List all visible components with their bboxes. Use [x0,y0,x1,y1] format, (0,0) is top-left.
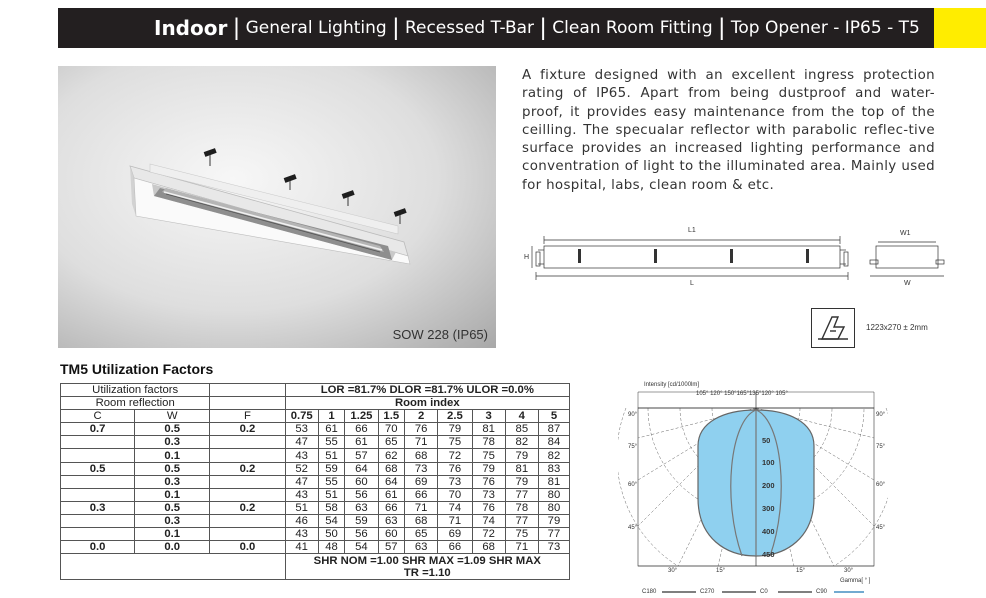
polar-value: 50 [762,436,771,445]
polar-gamma-label: Gamma[ ° ] [840,578,871,584]
uf-value: 62 [378,449,405,462]
uf-value: 52 [285,462,318,475]
label-room-index: Room index [285,397,569,410]
separator: | [718,14,725,41]
uf-value: 66 [345,423,378,436]
uf-value: 72 [472,528,505,541]
dim-l1-label: L1 [688,227,696,234]
dimension-size: 1223x270 ± 2mm [866,323,928,332]
category-header [58,8,934,48]
dim-w-label: W [904,280,911,287]
polar-right-angle: 75° [876,444,886,450]
uf-value: 66 [378,501,405,514]
reflection-w: 0.3 [135,475,210,488]
table-row [61,541,570,554]
reflection-c [61,475,135,488]
reflection-f: 0.2 [210,423,285,436]
breadcrumb-clean-room[interactable]: Clean Room Fitting [552,18,713,38]
label-uf: Utilization factors [61,384,210,397]
uf-value: 76 [472,475,505,488]
polar-bottom-angle: 15° [716,568,726,574]
col-header-w: W [135,410,210,423]
uf-value: 78 [505,501,538,514]
uf-value: 79 [505,449,538,462]
reflection-w: 0.1 [135,488,210,501]
uf-value: 87 [538,423,569,436]
reflection-c: 0.0 [61,541,135,554]
uf-value: 69 [438,528,472,541]
uf-value: 70 [378,423,405,436]
table-row [61,528,570,541]
polar-bottom-angle: 30° [668,568,678,574]
uf-value: 64 [378,475,405,488]
uf-value: 63 [345,501,378,514]
uf-value: 43 [285,488,318,501]
reflection-c [61,449,135,462]
polar-value: 200 [762,481,775,490]
product-caption: SOW 228 (IP65) [392,327,488,342]
reflection-c: 0.7 [61,423,135,436]
uf-value: 71 [438,514,472,527]
uf-value: 83 [538,462,569,475]
reflection-w: 0.5 [135,462,210,475]
polar-top-angles: 105° 120° 150°165°135°120° 105° [696,391,788,397]
uf-value: 76 [405,423,438,436]
uf-value: 75 [472,449,505,462]
uf-value: 57 [345,449,378,462]
uf-value: 79 [505,475,538,488]
reflection-f: 0.2 [210,462,285,475]
table-row [61,488,570,501]
polar-left-angle: 60° [628,482,638,488]
polar-left-angle: 90° [628,412,638,418]
polar-right-angle: 60° [876,482,886,488]
uf-value: 43 [285,528,318,541]
utilization-table [60,383,570,580]
uf-value: 72 [438,449,472,462]
uf-value: 71 [405,436,438,449]
separator: | [392,14,399,41]
table-row [61,475,570,488]
uf-value: 66 [405,488,438,501]
uf-value: 54 [318,514,345,527]
reflection-f: 0.0 [210,541,285,554]
lor-values: LOR =81.7% DLOR =81.7% ULOR =0.0% [285,384,569,397]
table-row [61,514,570,527]
uf-value: 61 [378,488,405,501]
empty-cell [61,567,286,580]
reflection-f [210,449,285,462]
uf-value: 77 [505,514,538,527]
uf-value: 56 [345,488,378,501]
uf-value: 53 [285,423,318,436]
uf-value: 50 [318,528,345,541]
uf-value: 71 [505,541,538,554]
reflection-f [210,528,285,541]
uf-value: 73 [538,541,569,554]
breadcrumb-recessed-tbar[interactable]: Recessed T-Bar [404,18,535,38]
uf-value: 85 [505,423,538,436]
reflection-c [61,488,135,501]
separator: | [233,14,240,41]
uf-value: 76 [438,462,472,475]
breadcrumb-general-lighting[interactable]: General Lighting [245,18,387,38]
uf-value: 74 [438,501,472,514]
polar-value: 400 [762,527,775,536]
uf-value: 80 [538,488,569,501]
room-index-header: 5 [538,410,569,423]
uf-value: 57 [378,541,405,554]
uf-value: 68 [472,541,505,554]
reflection-c [61,436,135,449]
uf-value: 68 [405,449,438,462]
reflection-f [210,475,285,488]
reflection-w: 0.0 [135,541,210,554]
uf-value: 73 [405,462,438,475]
uf-value: 63 [378,514,405,527]
empty-cell [210,397,285,410]
uf-value: 77 [505,488,538,501]
uf-value: 78 [472,436,505,449]
polar-left-angle: 75° [628,444,638,450]
uf-value: 84 [538,436,569,449]
uf-value: 61 [345,436,378,449]
reflection-w: 0.1 [135,528,210,541]
col-header-f: F [210,410,285,423]
category-title: Indoor [154,16,228,40]
uf-value: 70 [438,488,472,501]
polar-value: 100 [762,458,775,467]
uf-value: 82 [538,449,569,462]
breadcrumb-top-opener[interactable]: Top Opener - IP65 - T5 [730,18,920,38]
uf-value: 76 [472,501,505,514]
room-index-header: 0.75 [285,410,318,423]
uf-value: 81 [505,462,538,475]
room-index-header: 3 [472,410,505,423]
uf-value: 47 [285,475,318,488]
uf-value: 79 [438,423,472,436]
uf-value: 54 [345,541,378,554]
reflection-f [210,488,285,501]
table-row [61,436,570,449]
uf-value: 65 [405,528,438,541]
uf-value: 47 [285,436,318,449]
dim-l-label: L [690,280,694,287]
dim-h-label: H [524,254,530,261]
reflection-w: 0.5 [135,423,210,436]
product-photo [58,66,496,348]
room-index-header: 1 [318,410,345,423]
dim-w1-label: W1 [900,230,911,237]
uf-value: 69 [405,475,438,488]
uf-value: 68 [405,514,438,527]
uf-value: 43 [285,449,318,462]
room-index-header: 1.5 [378,410,405,423]
uf-value: 55 [318,436,345,449]
reflection-c: 0.3 [61,501,135,514]
uf-value: 74 [472,514,505,527]
polar-value: 300 [762,504,775,513]
uf-value: 79 [538,514,569,527]
product-description: A fixture designed with an excellent ingress protection rating of IP65. Apart from being dustproof and water-proof, it provides easy maintenance from the top of the ceilling. The specualar reflector with parabolic reflec-tive surface provides an increased lighting performance and conventration of light to the illuminated area. Mainly used for hospital, labs, clean room & etc. [522,68,935,193]
room-index-header: 1.25 [345,410,378,423]
reflection-c: 0.5 [61,462,135,475]
polar-bottom-angle: 15° [796,568,806,574]
table-title: TM5 Utilization Factors [60,361,214,377]
shr-line-2: TR =1.10 [285,567,569,580]
room-index-header: 4 [505,410,538,423]
legend-c270: C270 [700,589,715,595]
uf-value: 66 [438,541,472,554]
uf-value: 71 [405,501,438,514]
uf-value: 75 [438,436,472,449]
uf-value: 61 [318,423,345,436]
room-index-header: 2 [405,410,438,423]
polar-bottom-angle: 30° [844,568,854,574]
uf-value: 59 [345,514,378,527]
empty-cell [210,384,285,397]
uf-value: 46 [285,514,318,527]
table-row [61,423,570,436]
reflection-f [210,514,285,527]
polar-right-angle: 45° [876,525,886,531]
uf-value: 51 [318,449,345,462]
empty-cell [61,554,286,567]
room-index-header: 2.5 [438,410,472,423]
uf-value: 48 [318,541,345,554]
uf-value: 41 [285,541,318,554]
dimension-drawing [518,224,958,309]
table-row [61,449,570,462]
uf-value: 77 [538,528,569,541]
uf-value: 63 [405,541,438,554]
legend-c180: C180 [642,589,657,595]
reflection-c [61,528,135,541]
uf-value: 65 [378,436,405,449]
uf-value: 56 [345,528,378,541]
uf-value: 55 [318,475,345,488]
uf-value: 81 [538,475,569,488]
uf-value: 59 [318,462,345,475]
label-room-reflection: Room reflection [61,397,210,410]
uf-value: 64 [345,462,378,475]
mounting-symbol-icon [811,308,855,348]
uf-value: 51 [318,488,345,501]
legend-c90: C90 [816,589,828,595]
uf-value: 60 [345,475,378,488]
reflection-w: 0.5 [135,501,210,514]
uf-value: 81 [472,423,505,436]
polar-right-angle: 90° [876,412,886,418]
reflection-w: 0.1 [135,449,210,462]
reflection-w: 0.3 [135,436,210,449]
uf-value: 79 [472,462,505,475]
polar-left-angle: 45° [628,525,638,531]
table-row [61,462,570,475]
col-header-c: C [61,410,135,423]
separator: | [540,14,547,41]
legend-c0: C0 [760,589,768,595]
reflection-w: 0.3 [135,514,210,527]
reflection-c [61,514,135,527]
uf-value: 68 [378,462,405,475]
uf-value: 80 [538,501,569,514]
uf-value: 73 [438,475,472,488]
uf-value: 51 [285,501,318,514]
polar-value: 450 [762,550,775,559]
uf-value: 75 [505,528,538,541]
shr-line-1: SHR NOM =1.00 SHR MAX =1.09 SHR MAX [285,554,569,567]
reflection-f [210,436,285,449]
uf-value: 58 [318,501,345,514]
reflection-f: 0.2 [210,501,285,514]
uf-value: 82 [505,436,538,449]
polar-unit: Intensity [cd/1000lm] [644,382,700,388]
polar-intensity-diagram [618,380,888,598]
uf-value: 73 [472,488,505,501]
yellow-tab [934,8,986,48]
table-row [61,501,570,514]
uf-value: 60 [378,528,405,541]
